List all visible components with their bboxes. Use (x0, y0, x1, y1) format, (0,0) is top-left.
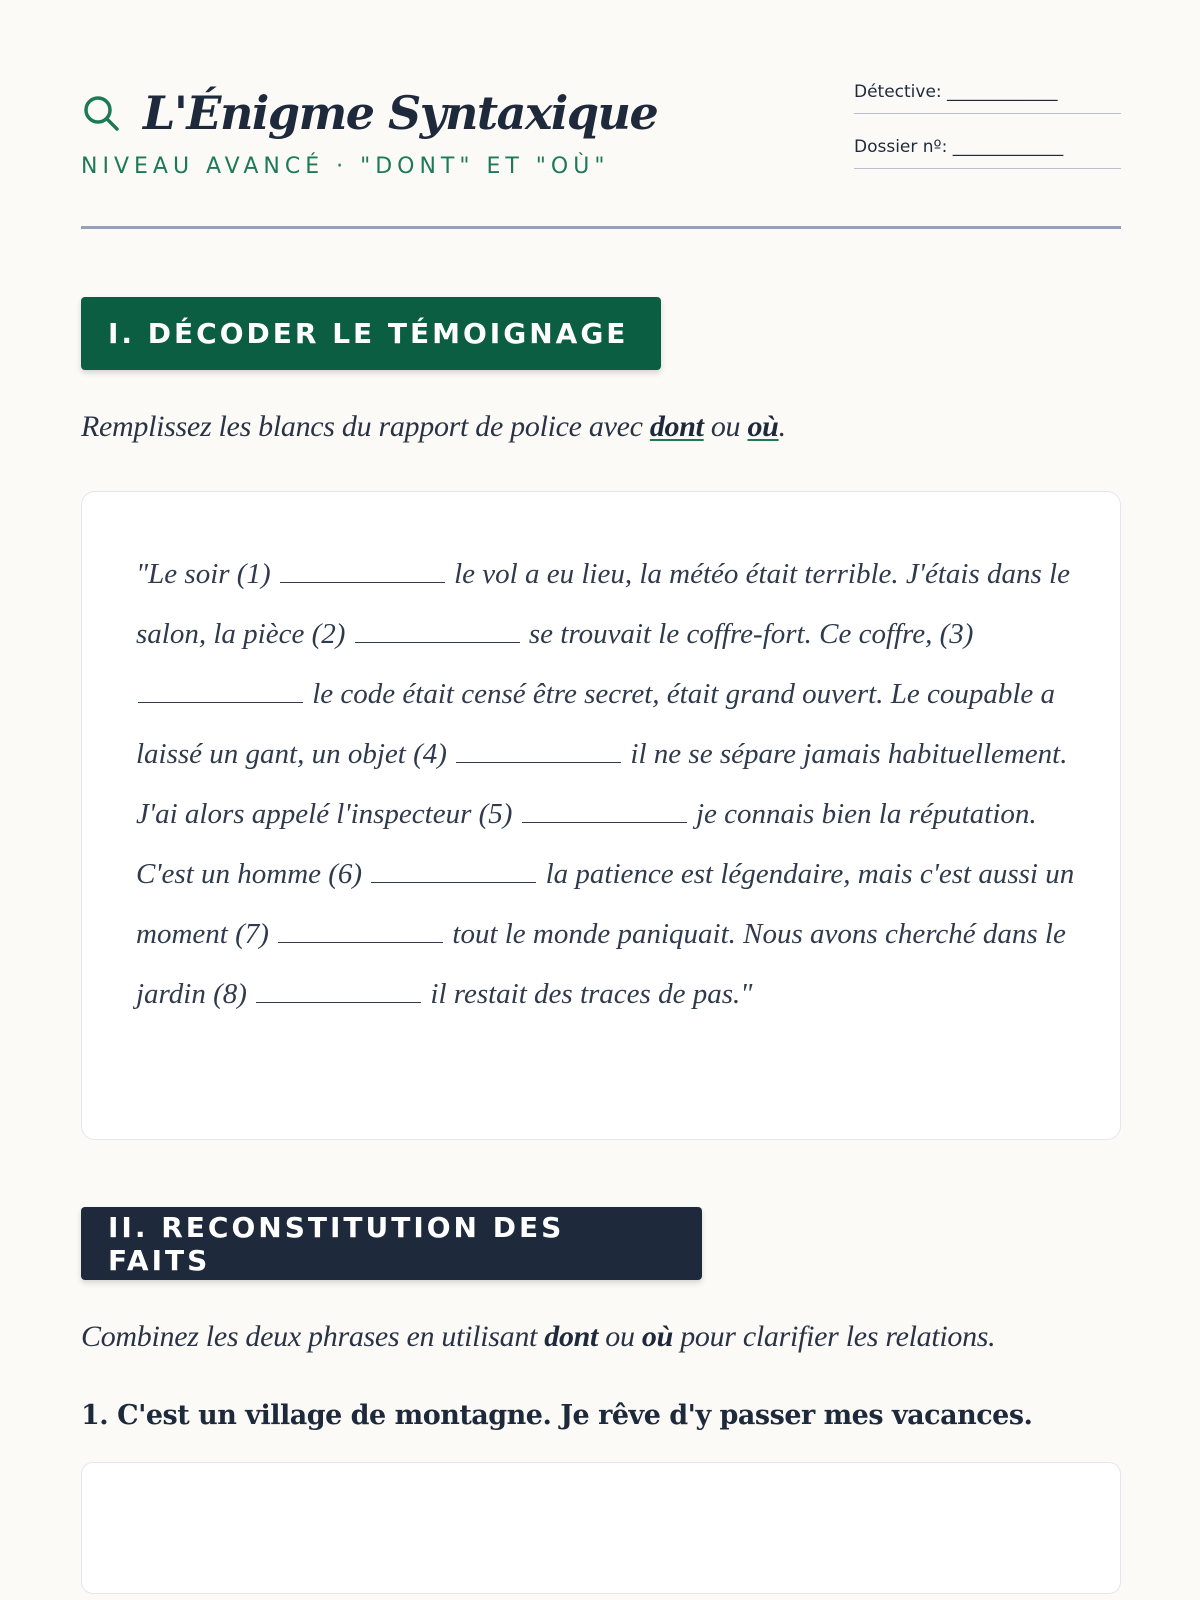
meta-fields (854, 82, 1121, 192)
testimony-segment: il restait des traces de pas." (423, 978, 753, 1010)
instruction-text: pour clarifier les relations. (673, 1320, 996, 1353)
blank-5[interactable] (522, 801, 687, 823)
instruction-text: . (778, 410, 786, 443)
blank-3[interactable] (138, 681, 303, 703)
section-2-heading: II. RECONSTITUTION DES FAITS (81, 1207, 702, 1280)
question-1: 1. C'est un village de montagne. Je rêve d'y passer mes vacances. (81, 1400, 1033, 1431)
blank-4[interactable] (456, 741, 621, 763)
header-divider (81, 226, 1121, 229)
blank-2[interactable] (355, 621, 520, 643)
instruction-text: Remplissez les blancs du rapport de police avec (81, 410, 650, 443)
keyword-ou: où (747, 410, 779, 443)
keyword-dont: dont (649, 410, 704, 443)
keyword-ou: où (641, 1320, 673, 1353)
dossier-rule (854, 168, 1121, 169)
blank-7[interactable] (278, 921, 443, 943)
detective-field[interactable] (854, 82, 1121, 137)
testimony-segment: le vol a eu lieu, la météo était terrible. J'étais dans le salon, la pièce (2) (136, 558, 1070, 650)
testimony-segment: il ne se sépare jamais habituellement. J'ai alors appelé l'inspecteur (5) (136, 738, 1068, 830)
testimony-segment: se trouvait le coffre-fort. Ce coffre, (3) (521, 618, 974, 650)
testimony-segment: la patience est légendaire, mais c'est aussi un moment (7) (136, 858, 1075, 950)
instruction-text: ou (598, 1320, 642, 1353)
answer-box-1[interactable] (81, 1462, 1121, 1594)
blank-6[interactable] (371, 861, 536, 883)
instruction-text: ou (703, 410, 748, 443)
section-2-instruction (81, 1320, 995, 1354)
instruction-text: Combinez les deux phrases en utilisant (81, 1320, 545, 1353)
detective-rule (854, 113, 1121, 114)
title-row (81, 78, 657, 148)
section-1-instruction (81, 410, 786, 444)
magnifying-glass-icon (81, 93, 121, 133)
blank-1[interactable] (280, 561, 445, 583)
testimony-segment: tout le monde paniquait. Nous avons cherché dans le jardin (8) (136, 918, 1066, 1010)
testimony-card (81, 491, 1121, 1140)
keyword-dont: dont (544, 1320, 599, 1353)
worksheet-subtitle: NIVEAU AVANCÉ · "DONT" ET "OÙ" (81, 154, 610, 179)
worksheet-header (81, 78, 1121, 228)
testimony-segment: le code était censé être secret, était grand ouvert. Le coupable a laissé un gant, un objet (4) (136, 678, 1056, 770)
testimony-segment: "Le soir (1) (136, 558, 278, 590)
testimony-text (136, 544, 1081, 1024)
blank-8[interactable] (256, 981, 421, 1003)
dossier-label: Dossier nº: _____________ (854, 137, 1064, 157)
section-1-heading: I. DÉCODER LE TÉMOIGNAGE (81, 297, 661, 370)
detective-label: Détective: _____________ (854, 82, 1058, 102)
testimony-segment: je connais bien la réputation. C'est un homme (6) (136, 798, 1037, 890)
dossier-field[interactable] (854, 137, 1121, 192)
worksheet-title: L'Énigme Syntaxique (143, 86, 658, 140)
